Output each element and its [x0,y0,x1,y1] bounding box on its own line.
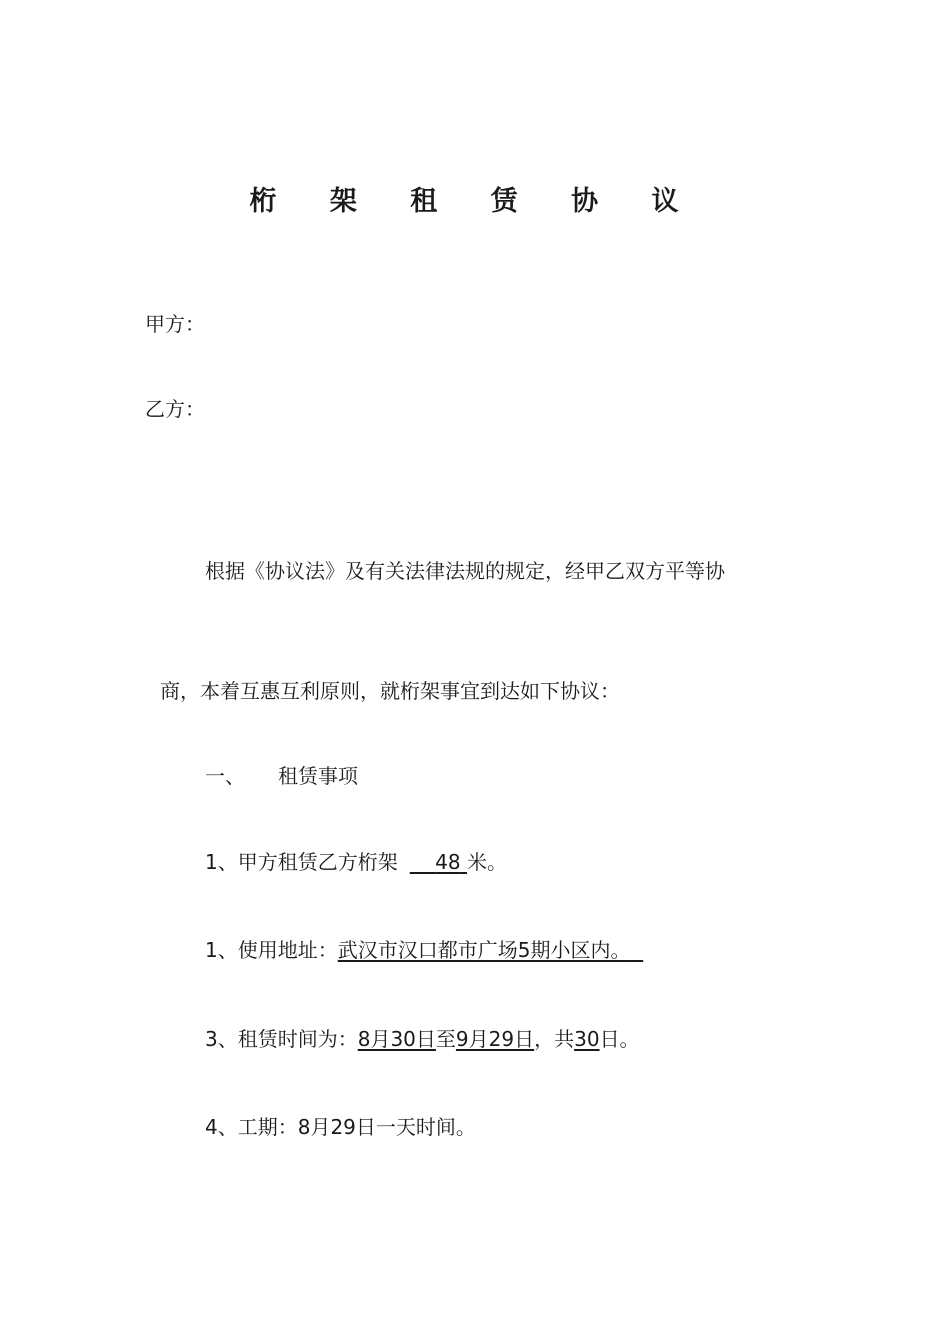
item-rental-quantity [205,848,507,876]
document-title: 桁 架 租 赁 协 议 [249,186,701,217]
intro-paragraph-line-1: 根据《协议法》及有关法律法规的规定，经甲乙双方平等协 [205,559,725,583]
item-1-unit: 米。 [466,850,507,874]
item-construction-period: 4、工期：8月29日一天时间。 [205,1115,476,1139]
quantity-field: 48 [435,850,461,874]
item-3-prefix: 3、租赁时间为： [205,1027,358,1051]
section-heading-text: 租赁事项 [278,764,358,788]
item-3-days-suffix: 日。 [599,1027,640,1051]
party-b-label: 乙方： [145,397,205,421]
section-number: 一、 [205,764,245,788]
item-usage-address [205,936,643,964]
item-1-prefix: 1、甲方租赁乙方桁架 [205,850,398,874]
days-field: 30 [574,1027,600,1051]
item-2-prefix: 1、使用地址： [205,938,338,962]
end-date-field: 9月29日 [455,1027,535,1051]
start-date-field: 8月30日 [357,1027,436,1051]
intro-paragraph-line-2: 商，本着互惠互利原则，就桁架事宜到达如下协议： [160,679,620,703]
item-3-to: 至 [435,1027,456,1051]
item-rental-period [205,1025,640,1053]
address-field: 武汉市汉口都市广场5期小区内。 [337,938,631,962]
section-heading-rental-items [205,762,358,790]
party-a-label: 甲方： [145,312,205,336]
item-3-total-prefix: ，共 [534,1027,575,1051]
